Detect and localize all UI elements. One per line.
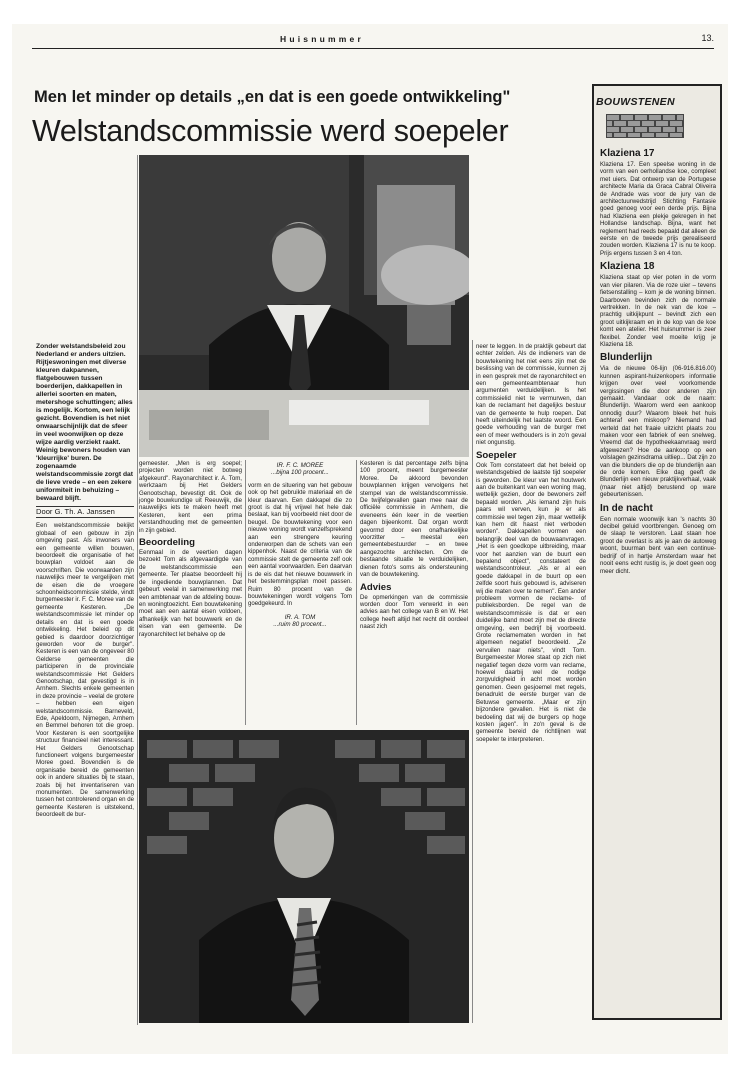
sidebar-text: Via de nieuwe 06-lijn (06-916.816.00) kunnen aspirant-huizenkopers informatie krijgen over veel voorkomende vergissingen die door anderen zijn gemaakt. Vandaar ook de naam: Blunderlijn. Waarom werd een aankoop onnodig duur? Waarom bleek het huis achteraf een miskoop? Niemand had verteld dat het fraaie uitzicht plaats zou maken voor een fabriek of een snelweg. Vreemd dat de hypotheekaanvraag werd afgewezen? Hoe de aankoop op een volslagen gezinsdrama uitliep... Dat zijn zo van die blunders die op de blunderlijn aan de orde komen. Elke dag geeft de Blunderlijn een nieuw praktijkverhaal, vaak (maar niet altijd) berustend op ware gebeurtenissen. [600,365,716,499]
column-rule [356,460,357,725]
sidebar-text: Klaziena 17. Een speelse woning in de vorm van een oerhollandse koe, compleet met uiers. Dat ontwerp van de Portugese architecte Maria da Graca Cabral Oliveira de Andrade was voor de jury van de architectuurwedstrijd Stichting Fantasie goed genoeg voor een derde prijs. Bijna had Klaziena een plekje gekregen in het Hollandse landschap. Bijna, want het reglement had reeds bepaald dat alleen de eerste en de tweede prijs gerealiseerd zouden worden. Klaziena 17 is nu te koop. Prijs ergens tussen 3 en 4 ton. [600,161,716,257]
column-rule [472,340,473,1023]
column-2-text-2: Eenmaal in de veertien dagen bezoekt Tom als afgevaardigde van de welstandscommissie een gemeente. Ter plaatse beoordeelt hij de ingediende bouwplannen. Dat gebeurt veelal in samenwerking met een ambtenaar van de afdeling bouw- en woningtoezicht. Een bouwtekening moet aan een aantal eisen voldoen, afhankelijk van het bouwwerk en de eisen van een gemeente. De rayonarchitect let behalve op de [139,549,242,638]
column-3-text: vorm en de situering van het gebouw ook op het gebruikte materiaal en de kleur daarvan. Een dakkapel die zo groot is dat hij vrijwel het hele dak beslaat, kan bij voorbeeld niet door de beugel. De bouwtekening voor een nieuwe woning wordt vanzelfsprekend aan een strengere keuring onderworpen dan de schets van een kippenhok. Naast de criteria van de commissie stelt de gemeente zelf ook een aantal voorwaarden. Een daarvan is de eis dat het nieuwe bouwwerk in het bestemmingsplan moet passen. Ruim 80 procent van de bouwtekeningen wordt volgens Tom goedgekeurd. In [248,481,352,608]
column-1-text: Een welstandscommissie bekijkt globaal of een gebouw in zijn omgeving past. Als inwoners van een gemeente willen bouwen, beoordeelt die organisatie of het bouwplan voldoet aan de voorschriften. Die voorwaarden zijn nauwelijks meer te vergelijken met de eisen die de vroegere schoonheidscommissie stelde, vindt burgemeester ir. F. C. Moree van de gemeente Kesteren. „De welstandscommissie let minder op details en dat is een goede ontwikkeling. Het beleid op dit gebied is daardoor doorzichtiger geworden voor de burger". Kesteren is een van de ongeveer 80 Gelderse gemeenten die participeren in de provinciale welstandscommissie Het Gelders Genootschap, dat gevestigd is in Arnhem. Slechts enkele gemeenten in deze provincie – veelal de grotere – hebben een eigen welstandscommissie. Barneveld, Ede, Apeldoorn, Nijmegen, Arnhem en Bemmel behoren tot die groep. Voor Kesteren is een soortgelijke structuur financieel niet interessant. Het Gelders Genootschap functioneert volgens burgemeester Moree goed. Bovendien is de organisatie bereid de gemeenten ook in andere situaties bij te staan, zoals bij het inventariseren van monumenten. De samenwerking tussen het controlerend organ en de gemeente Kesteren is uitstekend, beoordeelt de bur- [36,522,134,819]
brick-wall-icon [606,114,684,138]
page-number: 13. [701,33,714,43]
sidebar-text: Klaziena staat op vier poten in de vorm van vier pilaren. Via de roze uier – tevens fietsenstalling – kom je de woning binnen. Daarboven bevinden zich de normale vertrekken. In de nek van de koe – prachtig uitkijkpunt – bevindt zich een groot uitkijkraam en in de kop van de koe komt een atelier. Het huisnummer is zeer flexibel. Zonder veel moeite krijg je Klaziena 18. [600,274,716,348]
column-rule [137,155,138,1025]
photo-tom [139,730,469,1023]
article-kicker: Men let minder op details „en dat is een goede ontwikkeling" [34,88,511,106]
caption-name-tom: IR. A. TOM [284,613,316,621]
article-lead: Zonder welstandsbeleid zou Nederland er anders uitzien. Rijtjeswoningen met diverse kleuren dakpannen, flatgebouwen tussen boerderijen, dakkapellen in allerlei soorten en maten, metershoge schuttingen; alles is mogelijk. Kortom, een lelijk gezicht. Bovendien is het niet onwaarschijnlijk dat de sfeer in veel woonwijken op deze wijze aardig verziekt raakt. Weinig bewoners houden van 'kleurrijke' buren. De zogenaamde welstandscommissie zorgt dat de lieve vrede – en een zekere uniformiteit in behuizing – bewaard blijft. [36,343,133,502]
sidebar-heading: Blunderlijn [600,352,653,364]
photo-moree [139,155,469,457]
sidebar-heading: Klaziena 18 [600,261,655,273]
photo-caption-moree [248,462,352,477]
caption-quote-tom: ...ruim 80 procent... [273,621,327,629]
column-5-text: neer te leggen. In de praktijk gebeurt dat echter zelden. Als de indieners van de bouwtekening het niet eens zijn met de beslissing van de commissie, kunnen zij in een gesprek met de rayonarchitect en een gemeenteambtenaar hun argumenten verduidelijken. Is het commissielid niet te vermurwen, dan kan de reclamant het dagelijks bestuur van de gemeente te hulp roepen. Dat heeft uiteindelijk het laatste woord. Een goede verhouding van de burger met een of meer wethouders is in zo'n geval niet ongunstig. [476,343,586,447]
sidebar-text: Een normale woonwijk kan 's nachts 30 decibel geluid voortbrengen. Genoeg om de slaap te verstoren. Laat staan hoe groot de overlast is als je aan de autoweg woont, buurman bent van een continue-bedrijf of in hartje Amsterdam waar het nooit eens echt rustig is, je doet geen oog meer dicht. [600,515,716,575]
column-2-text: gemeester. „Men is erg soepel; projecten worden niet botweg afgekeurd". Rayonarchitect ir. A. Tom, werkzaam bij Het Gelders Genootschap, bevestigt dit. Ook de jonge bouwkundige uit Reeuwijk, die nauwelijks iets te maken heeft met Kesteren, kent een prima verstandhouding met de gemeenten in zijn gebied. [139,460,242,534]
sidebar-title: BOUWSTENEN [596,96,675,108]
column-rule [245,460,246,725]
sidebar-heading: Klaziena 17 [600,148,655,159]
column-5-text-2: Ook Tom constateert dat het beleid op welstandsgebied de laatste tijd soepeler is geworden. De kleur van het houtwerk aan de buitenkant van een woning mag, wettelijk gezien, door de bewoners zelf bepaald worden. „Als iemand zijn huis paars wil verven, kun je er als commissie wel tegen zijn, maar wettelijk kan hem dit haast niet verboden worden". Dakkapellen vormen een belangrijk deel van de bouwaanvragen. „Het is een goedkope uitbreiding, maar voor het aanzien van de buurt een bepalend object", constateert de welstandscontroleur. „Als er al een goede dakkapel in de buurt op een zelfde soort huis gebouwd is, adviseren wij die maten over te nemen". Een ander probleem vormen de reclame- of publieksborden. De regel van de welstandscommissie is dat er een duidelijke band moet zijn met de directe omgeving, een bedrijf bij voorbeeld. Grote reclamematen worden in het algemeen negatief beoordeeld. „Ze vervuilen naar niets", vindt Tom. Burgemeester Moree staat op zich niet negatief tegen deze vorm van reclame, hoewel daarbij wel de nodige zorgvuldigheid in acht moet worden genomen. Geen gesjoemel met regels, benadrukt de eerste burger van de Betuwse gemeente. „Maar er zijn bijzondere gevallen. Het is niet de bedoeling dat wij de burgers op hoge kosten jagen". In zo'n geval is de gemeente bereid de richtlijnen wat soepeler te interpreteren. [476,461,586,743]
column-5 [476,343,586,743]
column-2 [139,460,242,638]
article-headline: Welstandscommissie werd soepeler [32,114,509,148]
sidebar-content [600,144,716,575]
subhead-beoordeling: Beoordeling [139,537,195,549]
running-head: Huisnummer [280,34,364,44]
subhead-soepeler: Soepeler [476,449,517,461]
column-4-text-2: De opmerkingen van de commissie worden door Tom verwerkt in een advies aan het college van B en W. Het college heeft altijd het recht dit oordeel naast zich [360,593,468,631]
column-4 [360,460,468,631]
photo-caption-tom [248,614,352,629]
sidebar-heading: In de nacht [600,502,653,514]
caption-quote-moree: ...bijna 100 procent... [271,469,329,477]
column-1 [36,343,134,819]
column-4-text: Kesteren is dat percentage zelfs bijna 100 procent, meent burgemeester Moree. De akkoord bevonden bouwplannen krijgen vervolgens het stempel van de welstandscommissie. De twijfelgevallen gaan mee naar de officiële commissie in Arnhem, die eveneens één keer in de veertien dagen bijeenkomt. Dat organ wordt gevormd door een onafhankelijke voorzitter – meestal een gemeentebestuurder – en twee aangezochte architecten. Om de bestaande situatie te verduidelijken, dienen foto's soms als ondersteuning van de bouwtekening. [360,460,468,579]
caption-name-moree: IR. F. C. MOREE [276,462,324,469]
subhead-advies: Advies [360,581,392,593]
header-rule [32,48,714,49]
column-3 [248,460,352,634]
byline: Door G. Th. A. Janssen [36,506,134,518]
